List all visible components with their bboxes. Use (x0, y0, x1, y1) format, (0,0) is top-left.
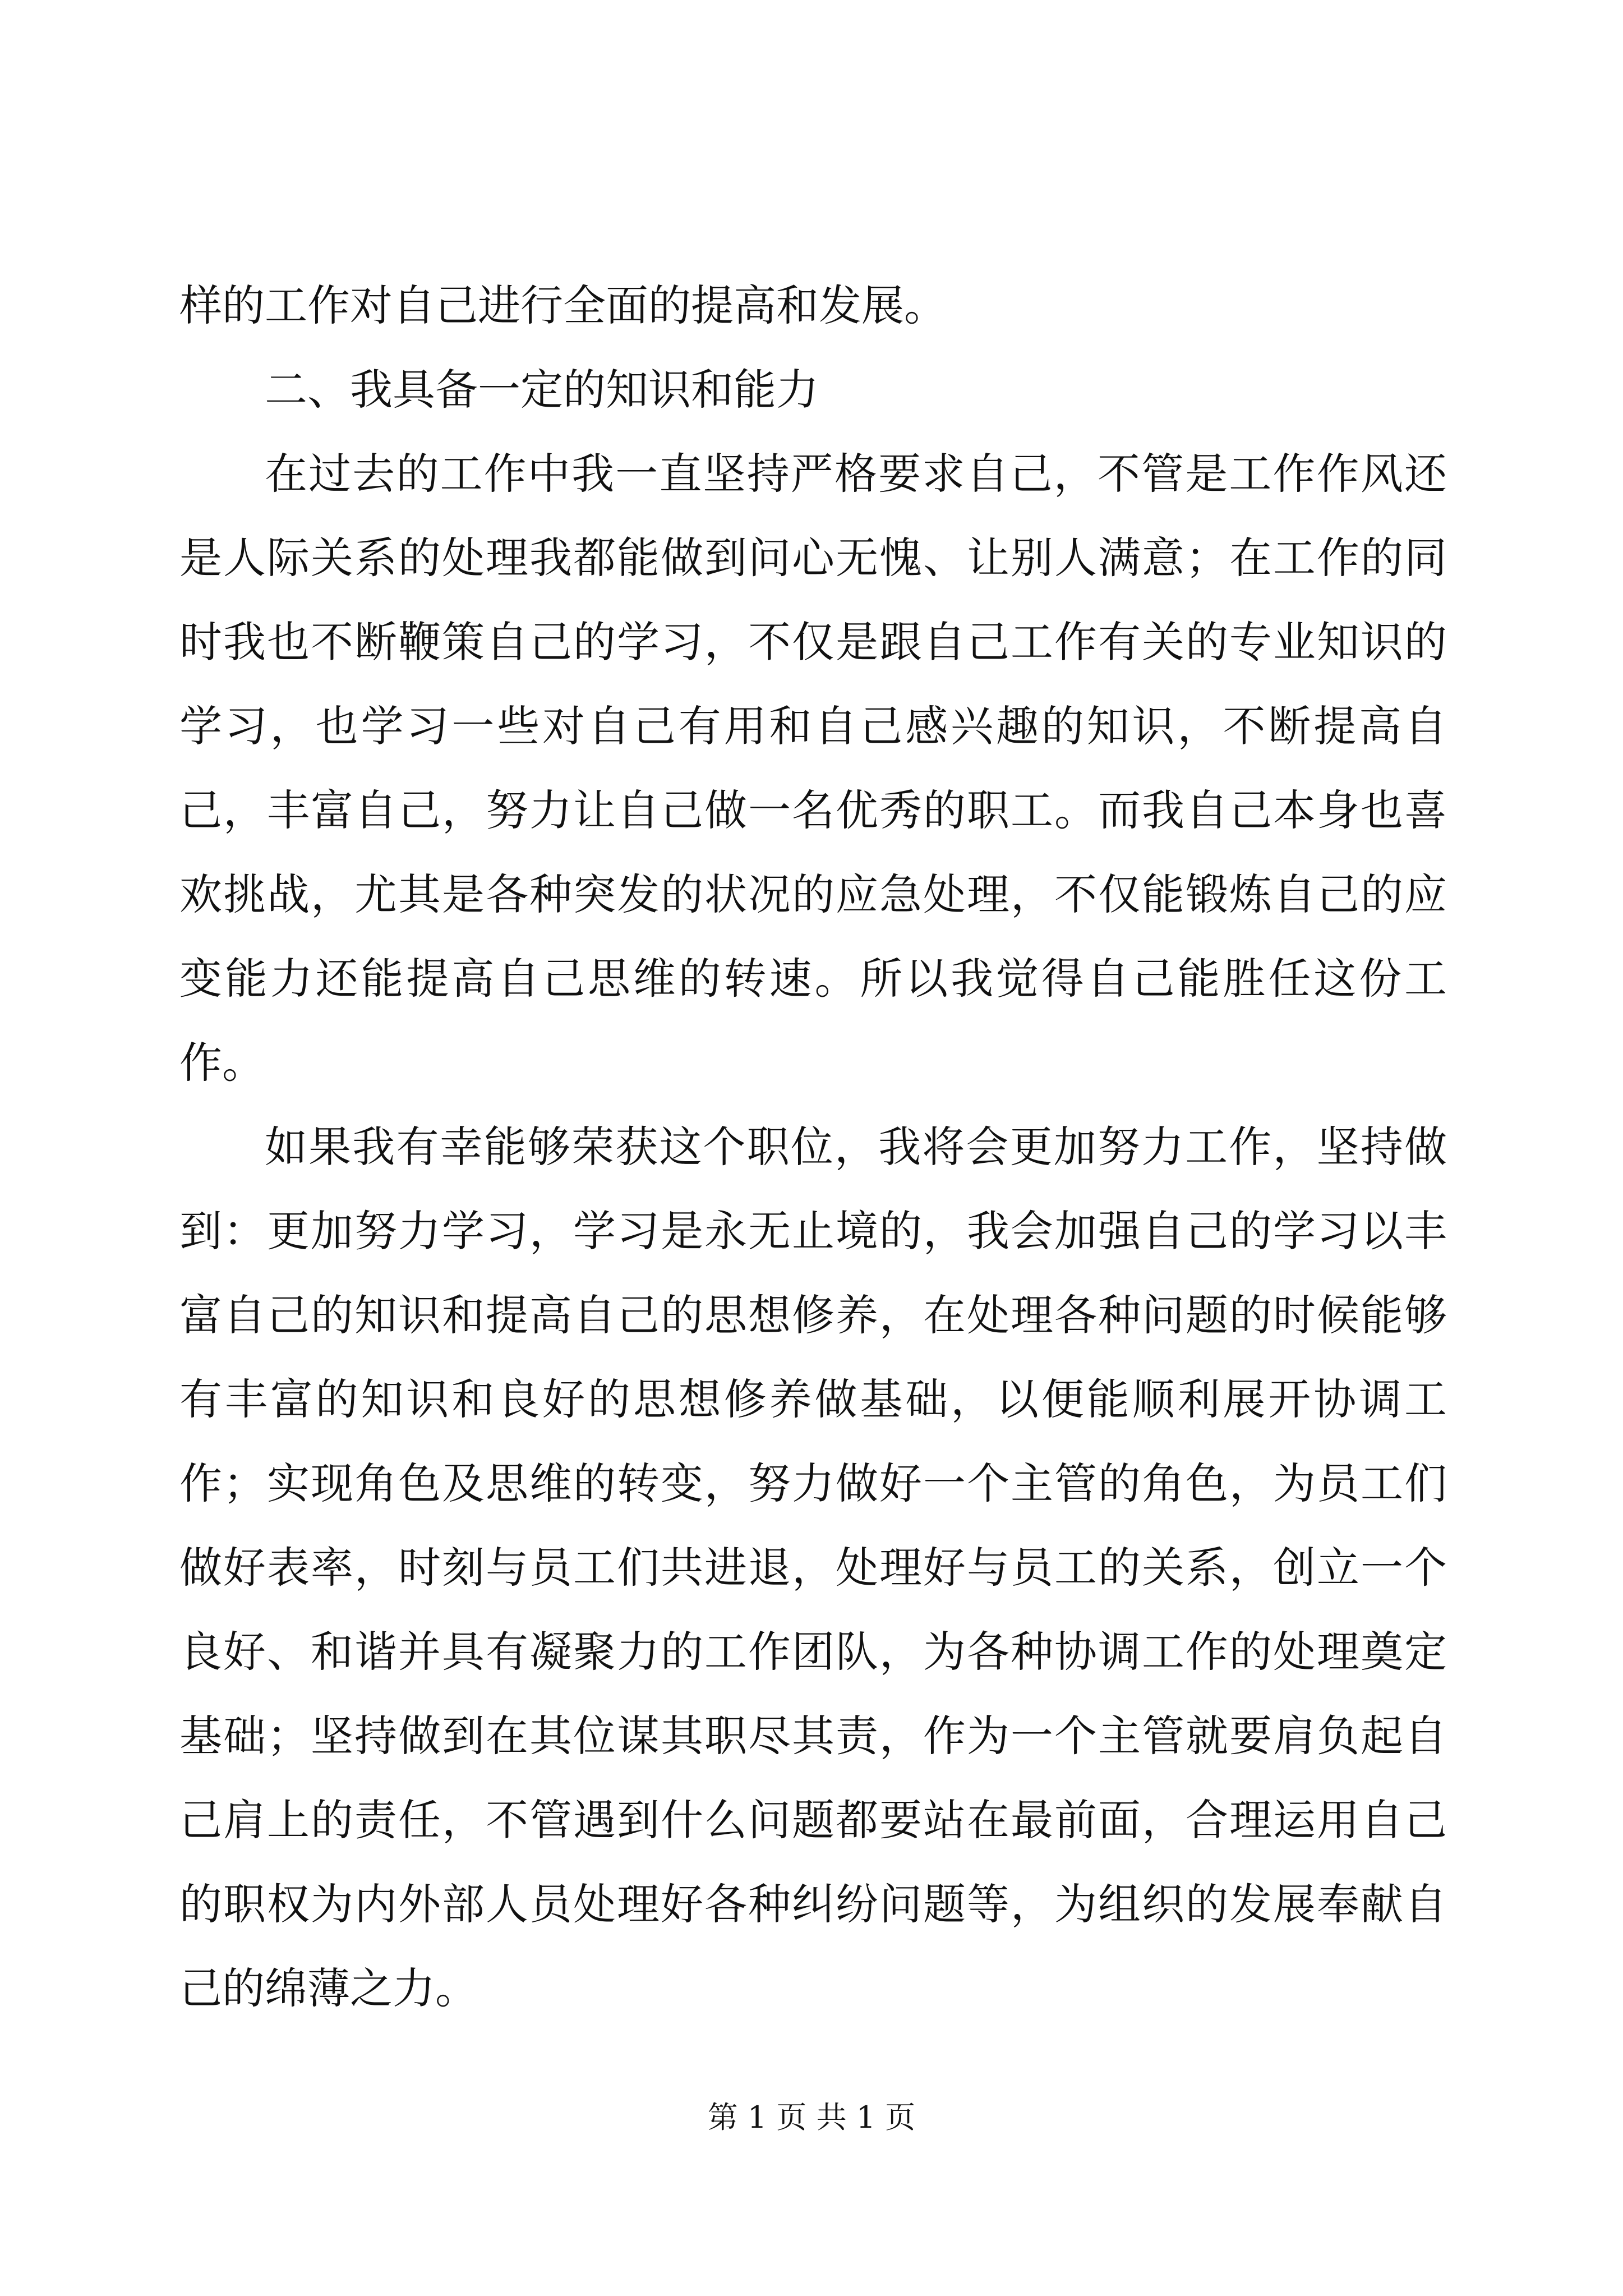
section-heading: 二、我具备一定的知识和能力 (265, 365, 819, 415)
document-body (179, 264, 1447, 2031)
page-number-footer: 第 1 页 共 1 页 (707, 2100, 916, 2135)
paragraph-knowledge-ability: 在过去的工作中我一直坚持严格要求自己，不管是工作作风还是人际关系的处理我都能做到问心无愧、让别人满意；在工作的同时我也不断鞭策自己的学习，不仅是跟自己工作有关的专业知识的学习，也学习一些对自己有用和自己感兴趣的知识，不断提高自己，丰富自己，努力让自己做一名优秀的职工。而我自己本身也喜欢挑战，尤其是各种突发的状况的应急处理，不仅能锻炼自己的应变能力还能提高自己思维的转速。所以我觉得自己能胜任这份工作。 (179, 449, 1447, 1088)
paragraph-commitment: 如果我有幸能够荣获这个职位，我将会更加努力工作，坚持做到：更加努力学习，学习是永无止境的，我会加强自己的学习以丰富自己的知识和提高自己的思想修养，在处理各种问题的时候能够有丰富的知识和良好的思想修养做基础，以便能顺利展开协调工作；实现角色及思维的转变，努力做好一个主管的角色，为员工们做好表率，时刻与员工们共进退，处理好与员工的关系，创立一个良好、和谐并具有凝聚力的工作团队，为各种协调工作的处理奠定基础；坚持做到在其位谋其职尽其责，作为一个主管就要肩负起自己肩上的责任，不管遇到什么问题都要站在最前面，合理运用自己的职权为内外部人员处理好各种纠纷问题等，为组织的发展奉献自己的绵薄之力。 (179, 1122, 1447, 2013)
paragraph-continuation: 样的工作对自己进行全面的提高和发展。 (179, 280, 947, 330)
